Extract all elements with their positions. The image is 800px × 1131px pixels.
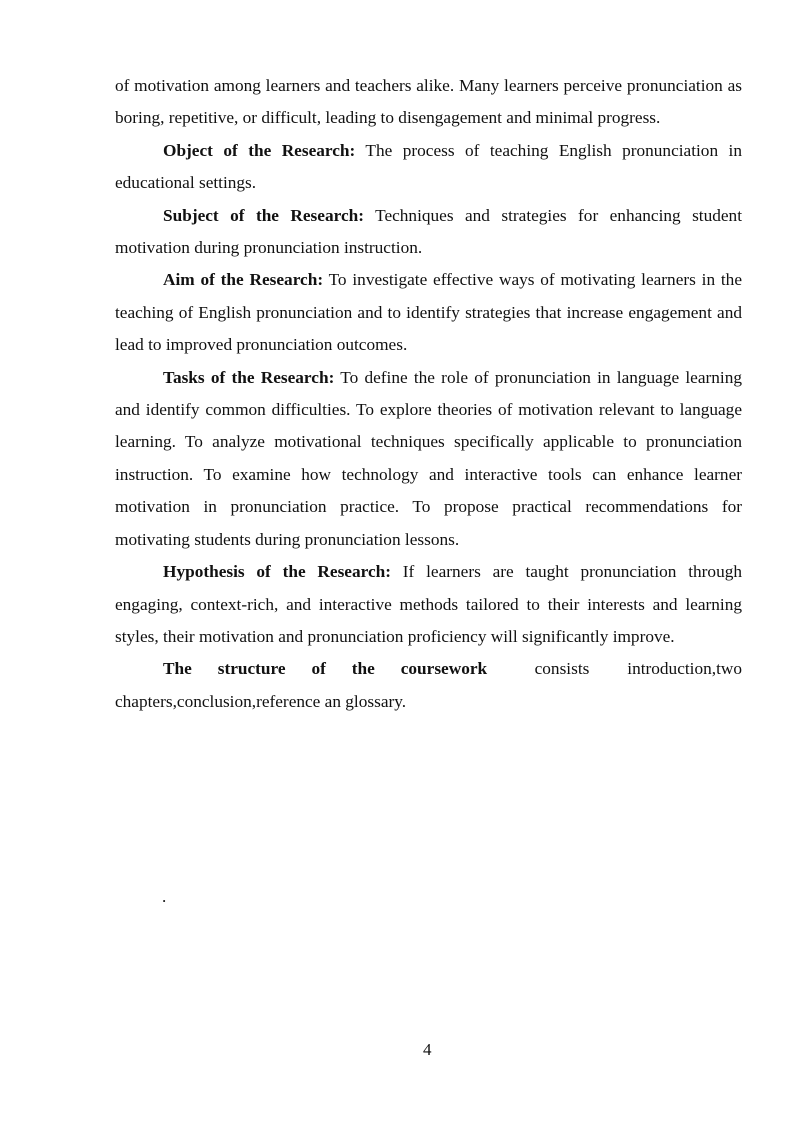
hypothesis-label: Hypothesis of the Research: [163,562,392,582]
stray-dot: . [162,887,167,906]
subject-text: Techniques and strategies for enhancing student motivation during pronunciation instruction. [115,205,742,258]
structure-label: The structure of the coursework [163,659,488,679]
object-paragraph [115,135,742,200]
aim-text: To investigate effective ways of motivating learners in the teaching of English pronunciation and to identify strategies that increase engagement and lead to improved pronunciation outcomes. [115,270,742,355]
page-number: 4 [423,1040,432,1059]
continuation-text: of motivation among learners and teachers alike. Many learners perceive pronunciation as boring, repetitive, or difficult, leading to disengagement and minimal progress. [115,76,742,128]
subject-label: Subject of the Research: [163,205,364,225]
tasks-text: To define the role of pronunciation in language learning and identify common difficulties. To explore theories of motivation relevant to language learning. To analyze motivational techniques specifically applicable to pronunciation instruction. To examine how technology and interactive tools can enhance learner motivation in pronunciation practice. To propose practical recommendations for motivating students during pronunciation lessons. [115,367,742,549]
aim-label: Aim of the Research: [163,270,324,290]
object-label: Object of the Research: [163,140,356,160]
structure-paragraph-line2 [115,686,742,718]
document-body [115,70,742,718]
structure-paragraph-line1 [115,653,742,685]
tasks-paragraph [115,362,742,556]
hypothesis-text: If learners are taught pronunciation through engaging, context-rich, and interactive methods tailored to their interests and learning styles, their motivation and pronunciation proficiency will significantly improve. [115,562,742,646]
aim-paragraph [115,264,742,361]
object-text: The process of teaching English pronunciation in educational settings. [115,140,742,193]
tasks-label: Tasks of the Research: [163,367,335,387]
structure-text-line2: chapters,conclusion,reference an glossary. [115,691,407,711]
structure-text-line1: consists introduction,two [534,659,742,679]
hypothesis-paragraph [115,556,742,653]
subject-paragraph [115,200,742,265]
continuation-paragraph [115,70,742,135]
